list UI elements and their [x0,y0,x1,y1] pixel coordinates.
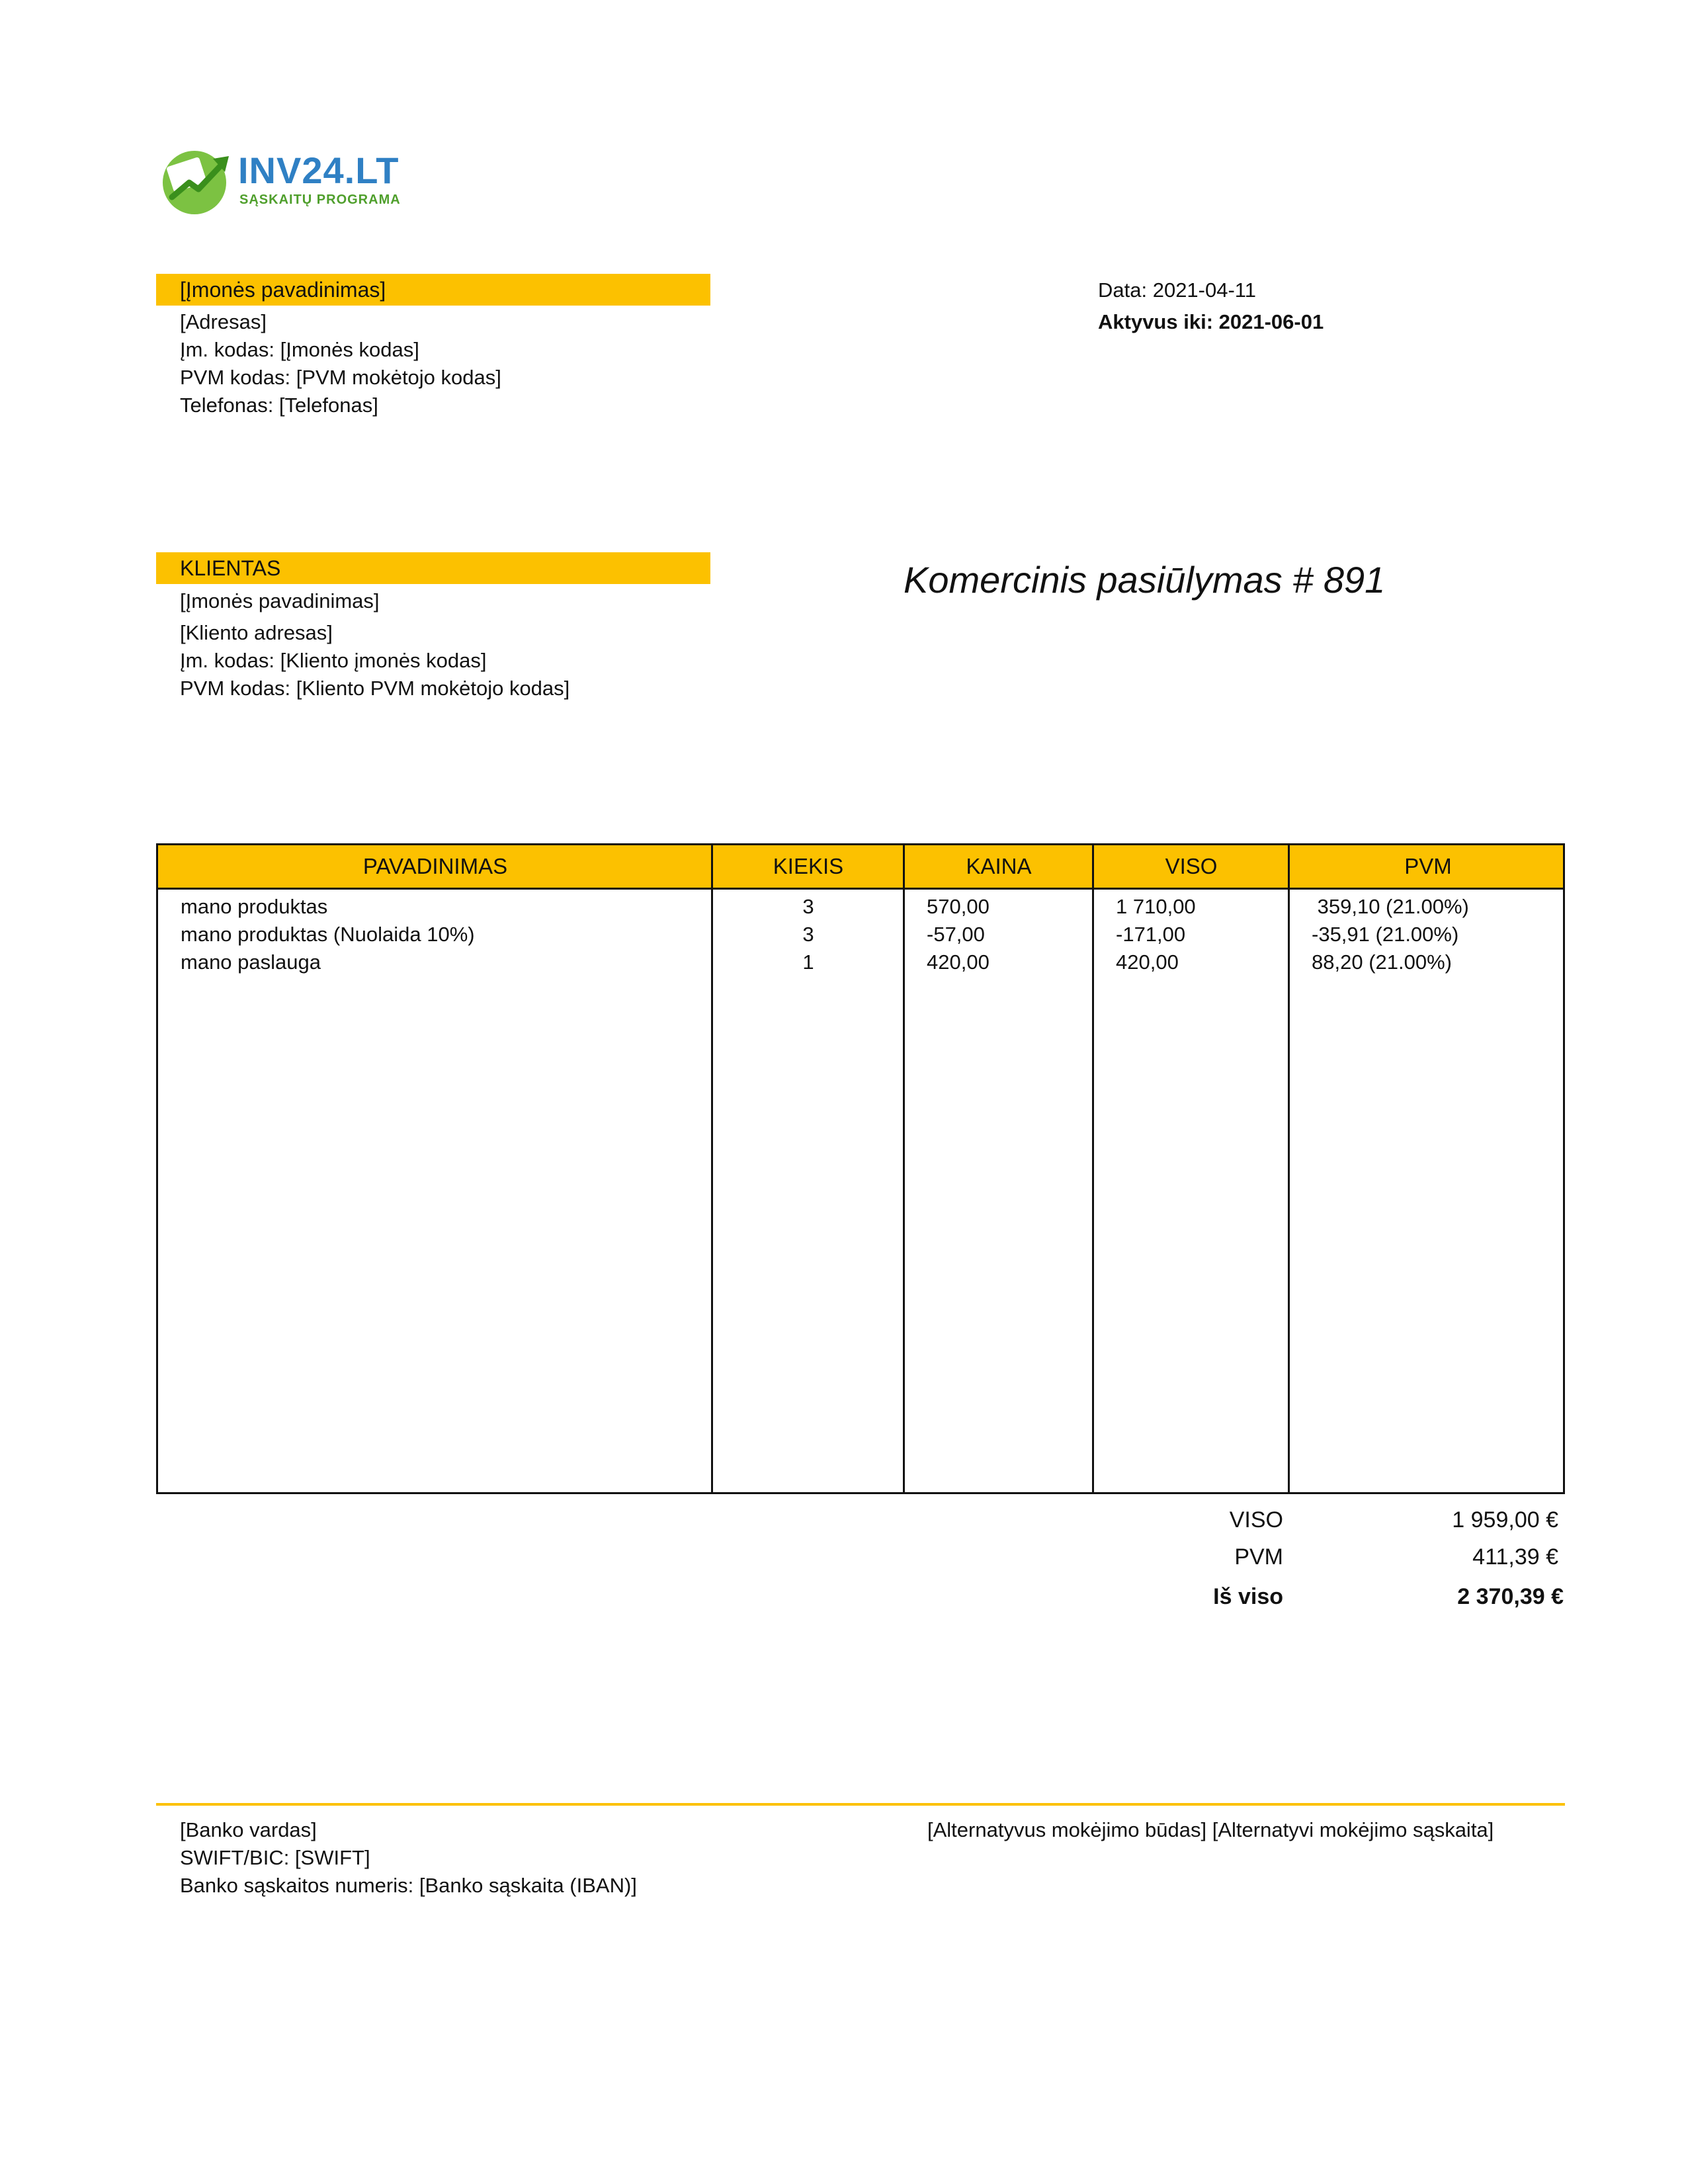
row2-total: -171,00 [1116,923,1186,946]
row3-name: mano paslauga [181,950,321,974]
footer-divider [156,1803,1565,1806]
grand-total-label: Iš viso [1213,1584,1283,1609]
logo-name: INV24.LT [238,149,400,191]
row3-total: 420,00 [1116,950,1179,974]
row1-total: 1 710,00 [1116,895,1196,918]
company-address: [Adresas] [180,310,267,333]
header-total: VISO [1165,854,1218,878]
client-name: [Įmonės pavadinimas] [180,589,380,612]
bank-name: [Banko vardas] [180,1818,317,1841]
row1-price: 570,00 [927,895,990,918]
row3-price: 420,00 [927,950,990,974]
company-vat: PVM kodas: [PVM mokėtojo kodas] [180,366,501,389]
row3-vat: 88,20 (21.00%) [1312,950,1452,974]
logo-subtitle: SĄSKAITŲ PROGRAMA [239,192,401,207]
valid-until: Aktyvus iki: 2021-06-01 [1098,310,1324,333]
row1-name: mano produktas [181,895,328,918]
row1-vat: 359,10 (21.00%) [1312,895,1469,918]
bank-swift: SWIFT/BIC: [SWIFT] [180,1846,370,1869]
row2-qty: 3 [802,923,814,946]
row2-price: -57,00 [927,923,985,946]
subtotal-label: VISO [1229,1507,1283,1533]
row2-name: mano produktas (Nuolaida 10%) [181,923,475,946]
company-name-bar [156,274,710,306]
client-header: KLIENTAS [180,556,281,580]
grand-total-value: 2 370,39 € [1457,1584,1564,1609]
row2-vat: -35,91 (21.00%) [1312,923,1459,946]
bank-iban: Banko sąskaitos numeris: [Banko sąskaita (IBAN)] [180,1874,637,1897]
client-address: [Kliento adresas] [180,621,333,644]
company-code: Įm. kodas: [Įmonės kodas] [180,338,419,361]
row3-qty: 1 [802,950,814,974]
alternative-payment: [Alternatyvus mokėjimo būdas] [Alternatyvi mokėjimo sąskaita] [927,1818,1494,1841]
document-title: Komercinis pasiūlymas # 891 [904,559,1386,601]
subtotal-value: 1 959,00 € [1452,1507,1558,1533]
logo [157,144,237,217]
table-header [158,845,1563,890]
document-date: Data: 2021-04-11 [1098,278,1256,302]
client-vat: PVM kodas: [Kliento PVM mokėtojo kodas] [180,677,570,700]
column-divider [1092,845,1094,1492]
header-name: PAVADINIMAS [362,854,508,878]
client-code: Įm. kodas: [Kliento įmonės kodas] [180,649,487,672]
vat-value: 411,39 € [1472,1544,1558,1570]
logo-icon [157,144,237,217]
vat-label: PVM [1234,1544,1283,1570]
company-phone: Telefonas: [Telefonas] [180,394,378,417]
header-vat: PVM [1404,854,1452,878]
column-divider [1288,845,1290,1492]
client-header-bar [156,552,710,584]
items-table [156,843,1565,1494]
header-price: KAINA [966,854,1032,878]
company-name: [Įmonės pavadinimas] [180,278,386,302]
row1-qty: 3 [802,895,814,918]
header-qty: KIEKIS [773,854,844,878]
